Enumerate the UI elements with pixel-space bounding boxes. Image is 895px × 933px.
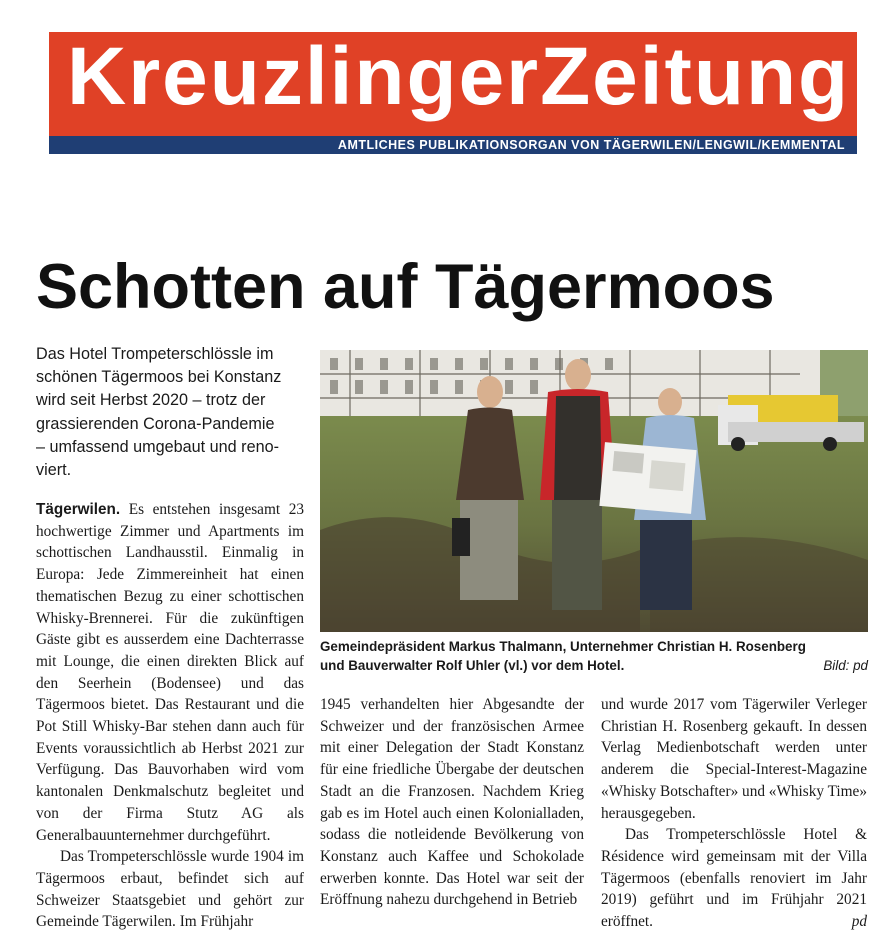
plan-document [599, 442, 696, 514]
article-column-2 [320, 694, 584, 911]
lead-line: wird seit Herbst 2020 – trotz der [36, 391, 266, 410]
article-photo [320, 350, 868, 632]
paragraph: und wurde 2017 vom Tägerwiler Verleger Christian H. Rosenberg gekauft. In dessen Verlag Medienbotschaft werden unter anderem die Special-Interest-Magazine «Whisky Botschafter» und «Whisky Time» herausgegeben. [601, 696, 867, 822]
lead-line: viert. [36, 461, 72, 480]
masthead [49, 32, 857, 154]
caption-line: Gemeindepräsident Markus Thalmann, Unternehmer Christian H. Rosenberg [320, 639, 806, 654]
paragraph: Das Trompeterschlössle Hotel & Résidence wird gemeinsam mit der Villa Tägermoos (ebenfalls renoviert im Jahr 2019) geführt und im Frühjahr 2021 eröffnet. [601, 826, 867, 931]
paragraph-text: Es entstehen insgesamt 23 hochwertige Zimmer und Apartments im schottischen Landhausstil. Einmalig in Europa: Jede Zimmereinheit hat einen thematischen Bezug zu einer schottischen Whisky-Brennerei. Für die zukünftigen Gäste gibt es ausserdem eine Dachterrasse mit Lounge, die einen direkten Blick auf den Seerhein (Bodensee) und das Tägermoos bietet. Das Restaurant und die Pot Still Whisky-Bar stehen dann auch für Events voraussichtlich ab Herbst 2021 zur Verfügung. Das Bauvorhaben wird vom kantonalen Denkmalschutz begleitet und von der Firma Stutz AG als Generalbauunternehmer durchgeführt. [36, 501, 304, 844]
masthead-subtitle: AMTLICHES PUBLIKATIONSORGAN VON TÄGERWILEN/LENGWIL/KEMMENTAL [337, 138, 845, 152]
article-headline: Schotten auf Tägermoos [36, 252, 775, 322]
paragraph [36, 499, 304, 846]
article-column-3 [601, 694, 867, 933]
lead-line: Das Hotel Trompeterschlössle im [36, 345, 274, 363]
caption-line: und Bauverwalter Rolf Uhler (vl.) vor dem Hotel. [320, 658, 625, 673]
dateline: Tägerwilen. [36, 501, 121, 518]
article-column-1 [36, 499, 304, 933]
photo-caption [320, 637, 868, 675]
lead-line: schönen Tägermoos bei Konstanz [36, 368, 282, 387]
lead-line: – umfassend umgebaut und reno- [36, 437, 279, 456]
paragraph: Das Trompeterschlössle wurde 1904 im Tägermoos erbaut, befindet sich auf Schweizer Staatsgebiet und gehört zur Gemeinde Tägerwilen. Im Frühjahr [36, 848, 304, 931]
photo-illustration [320, 350, 868, 632]
photo-credit: Bild: pd [823, 658, 868, 673]
article-lead [36, 343, 304, 482]
author-signature: pd [851, 913, 867, 931]
paragraph: 1945 verhandelten hier Abgesandte der Schweizer und der französischen Armee mit einer Delegation der Stadt Konstanz für eine friedliche Übergabe der deutschen Stadt an die Franzosen. Nachdem Krieg gab es im Hotel auch einen Kolonialladen, sodass die notleidende Bevölkerung von Konstanz auch Kaffee und Schokolade erwerben konnte. Das Hotel war seit der Eröffnung nahezu durchgehend in Betrieb [320, 696, 584, 909]
lead-line: grassierenden Corona-Pandemie [36, 414, 275, 433]
masthead-logo: KreuzlingerZeitung [67, 31, 851, 122]
